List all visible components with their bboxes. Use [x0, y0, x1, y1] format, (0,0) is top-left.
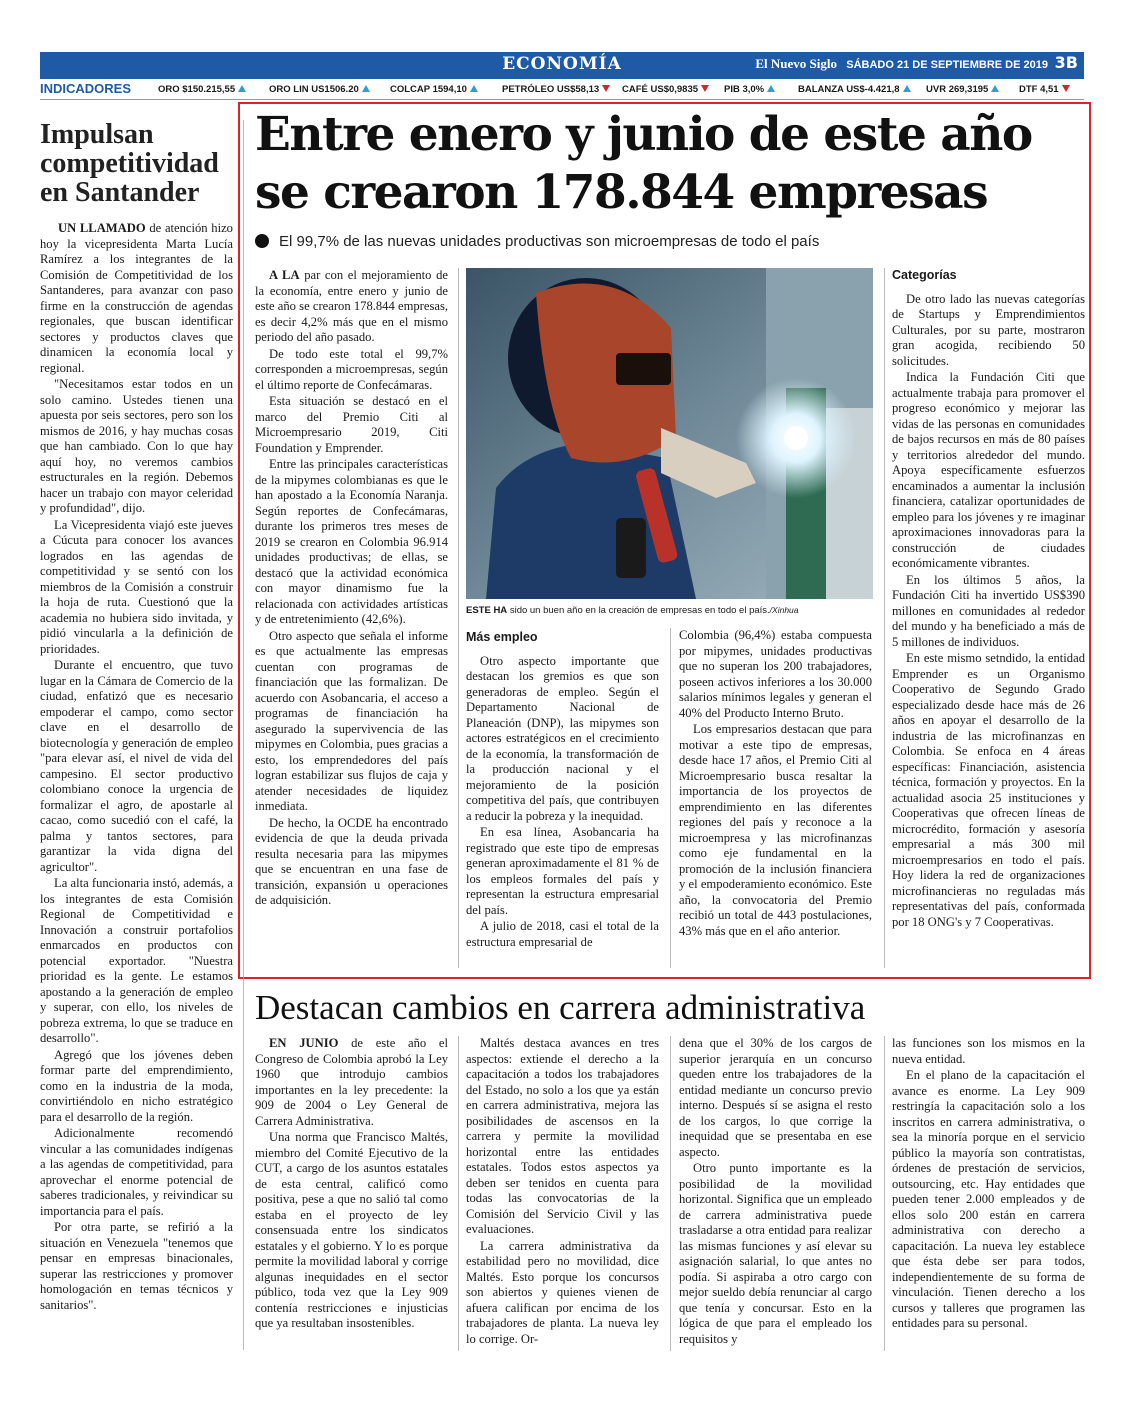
paragraph: las funciones son los mismos en la nueva entidad. [892, 1036, 1085, 1066]
paragraph: Otro punto importante es la posibilidad de la movilidad horizontal. Significa que un empleado de carrera administrativa puede trasladarse a otra entidad para realizar las mismas funciones y así elevar su asignación salarial, lo que antes no podía. Si aspiraba a otro cargo con mejor sueldo debía renunciar al cargo que tenía y concursar. Esto en la lógica de que para el empleado los requisitos y [679, 1161, 872, 1346]
column-divider [670, 628, 671, 968]
article-lead: A LA [269, 268, 300, 282]
up-arrow-icon [767, 85, 775, 92]
up-arrow-icon [991, 85, 999, 92]
section-title: ECONOMÍA [502, 54, 622, 74]
down-arrow-icon [701, 85, 709, 92]
column-divider [670, 1036, 671, 1351]
paragraph: Adicionalmente recomendó vincular a las comunidades indígenas a las agendas de competitividad, para aprovechar el enorme potencial de saberes tradicionales, y reivindicar su importancia para el país. [40, 1126, 233, 1218]
paragraph: Una norma que Francisco Maltés, miembro del Comité Ejecutivo de la CUT, a cargo de los asuntos estatales de esta central, calificó como positiva, pese a que no salió tal como estaba en el proyecto de ley consensuada entre los sindicatos estatales y el gobierno. Y lo es porque permite la movilidad laboral y corrige algunas inequidades en el sector público, toda vez que la Ley 909 contenía restricciones e injusticias que ya resultaban insostenibles. [255, 1130, 448, 1330]
paragraph: En el plano de la capacitación el avance es enorme. La Ley 909 restringía la capacitación solo a los inscritos en carrera administrativa, o sea la minoría porque en el servicio público la mayoría son contratistas, órdenes de prestación de servicios, outsourcing, etc. Hay entidades que pueden tener 2.000 empleados y de ellos solo 200 están en carrera administrativa con derecho a capacitación. La nueva ley establece que ésta debe ser para todos, independientemente de su forma de vinculación. Tienen derecho a los cursos y talleres que programen las entidades para su personal. [892, 1068, 1085, 1330]
down-arrow-icon [602, 85, 610, 92]
paragraph: A julio de 2018, casi el total de la estructura empresarial de [466, 919, 659, 949]
indicators-bar [40, 81, 1084, 100]
column-divider [458, 1036, 459, 1351]
paragraph: Esta situación se destacó en el marco del Premio Citi al Microempresario 2019, Citi Foundation y Emprender. [255, 394, 448, 455]
welder-photo [466, 268, 873, 599]
up-arrow-icon [238, 85, 246, 92]
bottom-article-col-4 [892, 1036, 1085, 1333]
subsection-title: Más empleo [466, 630, 538, 644]
paragraph: La Vicepresidenta viajó este jueves a Cúcuta para conocer los avances logrados en las agendas de competitividad y se sentó con los miembros de la Comisión a construir la hoja de ruta. Cuestionó que la academia no hubiera sido invitada, y pidió vincularla a la definición de prioridades. [40, 517, 233, 656]
article-lead: UN LLAMADO [58, 221, 146, 235]
photo-caption: ESTE HA sido un buen año en la creación de empresas en todo el país./Xinhua [466, 605, 799, 616]
indicator-item: DTF 4,51 [1019, 84, 1070, 95]
article-lead: EN JUNIO [269, 1036, 339, 1050]
paragraph: Agregó que los jóvenes deben formar parte del emprendimiento, como en la industria de la moda, convirtiéndolo en nicho estratégico para el desarrollo de la región. [40, 1047, 233, 1124]
newspaper-name: El Nuevo Siglo [755, 56, 838, 71]
masthead [755, 56, 1048, 72]
paragraph: Otro aspecto que señala el informe es que actualmente las empresas cuentan con programas de financiación que las formalizan. De acuerdo con Asobancaria, el acceso a programas de financiación ha asegurado la supervivencia de las mipymes en Colombia, pues gracias a esto, los emprendedores del país logran estabilizar sus flujos de caja y atender necesidades de liquidez inmediata. [255, 628, 448, 813]
left-article-body: UN LLAMADO de atención hizo hoy la vicepresidenta Marta Lucía Ramírez a los integrantes de la Comisión de Competitividad de los Santanderes, para avanzar con paso firme en la construcción de agendas regionales, que buscan identificar sectores y productos claves que dinamicen la economía local y regional. "Necesitamos estar todos en un solo camino. Ustedes tienen una apuesta por seis sectores, pero son los mismos de 2016, y hay muchas cosas que han cambiado. Con lo que hay aquí hoy, no veremos cambios estructurales en la región. Debemos hacer un trabajo con mayor celeridad y profundidad", dijo. La Vicepresidenta viajó este jueves a Cúcuta para conocer los avances logrados en las agendas de competitividad y se sentó con los miembros de la Comisión a construir la hoja de ruta. Cuestionó que la academia no hubiera sido invitada, y pidió vincularla a la definición de prioridades. Durante el encuentro, que tuvo lugar en la Cámara de Comercio de la ciudad, enfatizó que es necesario empoderar el campo, como sector clave en el desarrollo de biotecnología y generación de empleo "para elevar así, el nivel de vida del campesino. El sector productivo colombiano conoce la urgencia de formalizar el agro, de apostarle al cacao, como sucedió con el café, la palma y tantos sectores, para garantizar la vida digna del agricultor". La alta funcionaria instó, además, a los integrantes de esta Comisión Regional de Competitividad e Innovación a construir portafolios enmarcados en productos con potencial exportador. "Nuestra prioridad es la gente. Le estamos apostando a la generación de empleo y superar, con ello, los niveles de pobreza extrema, lo que se traduce en desarrollo". Agregó que los jóvenes deben formar parte del emprendimiento, como en la industria de la moda, convirtiéndolo en nicho estratégico para el desarrollo de la región. Adicionalmente recomendó vincular a las comunidades indígenas a las agendas de competitividad, para aprovechar el enorme potencial de saberes tradicionales, y reivindicar su importancia para el país. Por otra parte, se refirió a la situación en Venezuela "tenemos que pensar en empresas binacionales, superar las restricciones y promover homologación en temas técnicos y sanitarios". [40, 221, 233, 1312]
paragraph: La carrera administrativa da estabilidad pero no movilidad, dice Maltés. Esto porque los concursos son abiertos y quienes vienen de afuera califican por encima de los trabajadores de planta. La nueva ley lo corrige. Or- [466, 1238, 659, 1346]
page-number: 3B [1054, 53, 1078, 72]
left-article [40, 120, 233, 1314]
photo-credit: /Xinhua [769, 605, 799, 615]
indicators-label: INDICADORES [40, 81, 132, 96]
paragraph: Por otra parte, se refirió a la situación en Venezuela "tenemos que pensar en empresas binacionales, superar las restricciones y promover homologación en temas técnicos y sanitarios". [40, 1220, 233, 1312]
paragraph: En esa línea, Asobancaria ha registrado que este tipo de empresas generan aproximadamente el 81 % de los empleos formales del país y representan la estructura empresarial del país. [466, 825, 659, 917]
up-arrow-icon [470, 85, 478, 92]
bottom-article-col-2 [466, 1036, 659, 1348]
paragraph: La alta funcionaria instó, además, a los integrantes de esta Comisión Regional de Competitividad e Innovación a construir portafolios enmarcados en productos con potencial exportador. "Nuestra prioridad es la gente. Le estamos apostando a la generación de empleo y superar, con ello, los niveles de pobreza extrema, lo que se traduce en desarrollo". [40, 876, 233, 1045]
paragraph: De hecho, la OCDE ha encontrado evidencia de que la deuda privada resulta necesaria para las mipymes que se encuentran en una fase de transición, expansión u operaciones de adquisición. [255, 815, 448, 907]
paragraph: Colombia (96,4%) estaba compuesta por mipymes, unidades productivas que no superan los 200 trabajadores, poseen activos inferiores a los 30.000 salarios mínimos legales y generan el 40% del Producto Interno Bruto. [679, 628, 872, 720]
column-divider [884, 268, 885, 968]
issue-date: SÁBADO 21 DE SEPTIEMBRE DE 2019 [846, 59, 1048, 71]
paragraph: Durante el encuentro, que tuvo lugar en la Cámara de Comercio de la ciudad, enfatizó que es necesario empoderar el campo, como sector clave en el desarrollo de biotecnología y generación de empleo "para elevar así, el nivel de vida del campesino. El sector productivo colombiano conoce la urgencia de formalizar el agro, de apostarle al cacao, como sucedió con el café, la palma y tantos sectores, para garantizar la vida digna del agricultor". [40, 658, 233, 874]
indicator-item: ORO LIN US1506.20 [269, 84, 370, 95]
paragraph: Indica la Fundación Citi que actualmente trabaja para promover el progreso económico y mejorar las vidas de las personas en comunidades de bajos recursos en más de 80 países y territorios alrededor del mundo. Apoya específicamente esfuerzos encaminados a aumentar la inclusión financiera, catalizar oportunidades de empleo para los jóvenes y re imaginar aproximaciones innovadoras para la construcción de ciudades económicamente vibrantes. [892, 370, 1085, 570]
down-arrow-icon [1062, 85, 1070, 92]
bottom-article-col-3 [679, 1036, 872, 1348]
indicator-item: CAFÉ US$0,9835 [622, 84, 709, 95]
section-header-bar [40, 52, 1084, 79]
column-divider [243, 120, 244, 1350]
main-article-col-1: A LA par con el mejoramiento de la economía, entre enero y junio de este año se crearon 178.844 empresas, es decir 4,2% más que en el mismo periodo del año pasado. De todo este total el 99,7% corresponden a microempresas, según el último reporte de Confecámaras. Esta situación se destacó en el marco del Premio Citi al Microempresario 2019, Citi Foundation y Emprender. Entre las principales características de la mipymes colombianas es que le han apostado a la Economía Naranja. Según reportes de Confecámaras, durante los primeros tres meses de 2019 se crearon en Colombia 96.914 unidades productivas; de ellas, se destacó que la actividad económica con mayor dinamismo fue la relacionada con actividades artísticas y de entretenimiento (42,6%). Otro aspecto que señala el informe es que actualmente las empresas cuentan con programas de financiación que las formalizan. De acuerdo con Asobancaria, el acceso a programas de financiación ha asegurado la supervivencia de las mipymes en Colombia, pues gracias a esto, los emprendedores del país logran estabilizar sus flujos de caja y atender necesidades de liquidez inmediata. De hecho, la OCDE ha encontrado evidencia de que la deuda privada resulta necesaria para las mipymes que se encuentran en una fase de transición, expansión u operaciones de adquisición. [255, 268, 448, 907]
subsection-title: Categorías [892, 268, 957, 282]
paragraph: Otro aspecto importante que destacan los gremios es que son generadoras de empleo. Según el Departamento Nacional de Planeación (DNP), las mipymes son actores estratégicos en el crecimiento de la economía, la transformación de la producción nacional y el mejoramiento de la posición competitiva del país, que contribuyen a reducir la pobreza y la inequidad. [466, 653, 659, 823]
paragraph: Maltés destaca avances en tres aspectos: extiende el derecho a la capacitación a todos los trabajadores del Estado, no solo a los que ya están en carrera administrativa, mejora las posibilidades de ascensos en la carrera y permite la movilidad horizontal entre las entidades estatales. Todos estos aspectos ya deben ser tenidos en cuenta para todas las convocatorias de la Comisión del Servicio Civil y las evaluaciones. [466, 1036, 659, 1236]
paragraph: En los últimos 5 años, la Fundación Citi ha invertido US$390 millones en comunidades al rededor del mundo y ha beneficiado a más de 5 millones de individuos. [892, 572, 1085, 649]
up-arrow-icon [903, 85, 911, 92]
bullet-icon [255, 234, 269, 248]
bottom-article-col-1: EN JUNIO de este año el Congreso de Colombia aprobó la Ley 1960 que introdujo cambios importantes en la ley precedente: la 909 de 2004 o Ley General de Carrera Administrativa. Una norma que Francisco Maltés, miembro del Comité Ejecutivo de la CUT, a cargo de los asuntos estatales de esta central, calificó como positiva, pese a que no salió tal como estaba en el proyecto de ley consensuada entre los sindicatos estatales y el gobierno. Y lo es porque permite la movilidad laboral y corrige algunas inequidades en el sector público, toda vez que la Ley 909 contenía restricciones e injusticias que ya resultaban insostenibles. [255, 1036, 449, 1330]
indicator-item: ORO $150.215,55 [158, 84, 246, 95]
indicator-item: PIB 3,0% [724, 84, 775, 95]
indicator-item: UVR 269,3195 [926, 84, 999, 95]
indicator-item: COLCAP 1594,10 [390, 84, 478, 95]
indicator-item: BALANZA US$-4.421,8 [798, 84, 911, 95]
paragraph: De todo este total el 99,7% corresponden a microempresas, según el último reporte de Confecámaras. [255, 346, 448, 392]
main-subheadline: El 99,7% de las nuevas unidades productivas son microempresas de todo el país [255, 233, 1075, 250]
column-divider [884, 1036, 885, 1351]
paragraph: dena que el 30% de los cargos de superior jerarquía en un concurso queden entre los trabajadores de la entidad mediante un concurso previo interno. Después sí se asigna el resto de los cargos, lo que corrige la inequidad que se presentaba en ese aspecto. [679, 1036, 872, 1159]
left-article-title: Impulsan competitividad en Santander [40, 119, 219, 208]
paragraph: En este mismo setndido, la entidad Emprender es un Organismo Cooperativo de Segundo Grado especializado desde hace más de 26 años en apoyar el desarrollo de la industria de las microfinanzas en Colombia. Se enfoca en 4 áreas específicas: Financiación, asistencia técnica, formación y proyectos. En la actualidad asocia 25 instituciones y Cooperativas que ofrecen líneas de microcrédito, formación y asesoría empresarial a más 300 mil microempresarios en todo el país. Hoy lidera la red de organizaciones microfinancieras no reguladas más representativas del país, conformada por 18 ONG's y 7 Cooperativas. [892, 651, 1085, 929]
up-arrow-icon [362, 85, 370, 92]
main-article-col-4 [892, 268, 1085, 931]
welder-image [466, 268, 873, 599]
main-headline: Entre enero y junio de este año se crearon 178.844 empresas [255, 107, 1032, 220]
paragraph: Los empresarios destacan que para motivar a este tipo de empresas, desde hace 17 años, el Premio Citi al Microempresario busca resaltar la importancia de los proyectos de emprendimiento en las diferentes regiones del país y reconoce a la microempresa y las microfinanzas como eje fundamental en la promoción de la inclusión financiera y el empoderamiento económico. Este año, la convocatoria del Premio recibió un total de 443 postulaciones, 43% más que en el año anterior. [679, 722, 872, 938]
column-divider [458, 268, 459, 968]
main-article-col-2 [466, 630, 659, 951]
paragraph: "Necesitamos estar todos en un solo camino. Ustedes tienen una apuesta por seis sectores, pero son los mismos de 2016, y hay muchas cosas que han cambiado. Con lo que hay aquí hoy, no veremos cambios estructurales en la región. Debemos hacer un trabajo con mayor celeridad y profundidad", dijo. [40, 377, 233, 515]
bottom-headline: Destacan cambios en carrera administrativa [255, 988, 866, 1027]
paragraph: Entre las principales características de la mipymes colombianas es que le han apostado a la Economía Naranja. Según reportes de Confecámaras, durante los primeros tres meses de 2019 se crearon en Colombia 96.914 unidades productivas; de ellas, se destacó que la actividad económica con mayor dinamismo fue la relacionada con actividades artísticas y de entretenimiento (42,6%). [255, 457, 448, 626]
paragraph: De otro lado las nuevas categorías de Startups y Emprendimientos Culturales, por su parte, mostraron gran acogida, recibiendo 50 solicitudes. [892, 291, 1085, 368]
indicator-item: PETRÓLEO US$58,13 [502, 84, 610, 95]
main-article-col-3 [679, 628, 872, 940]
